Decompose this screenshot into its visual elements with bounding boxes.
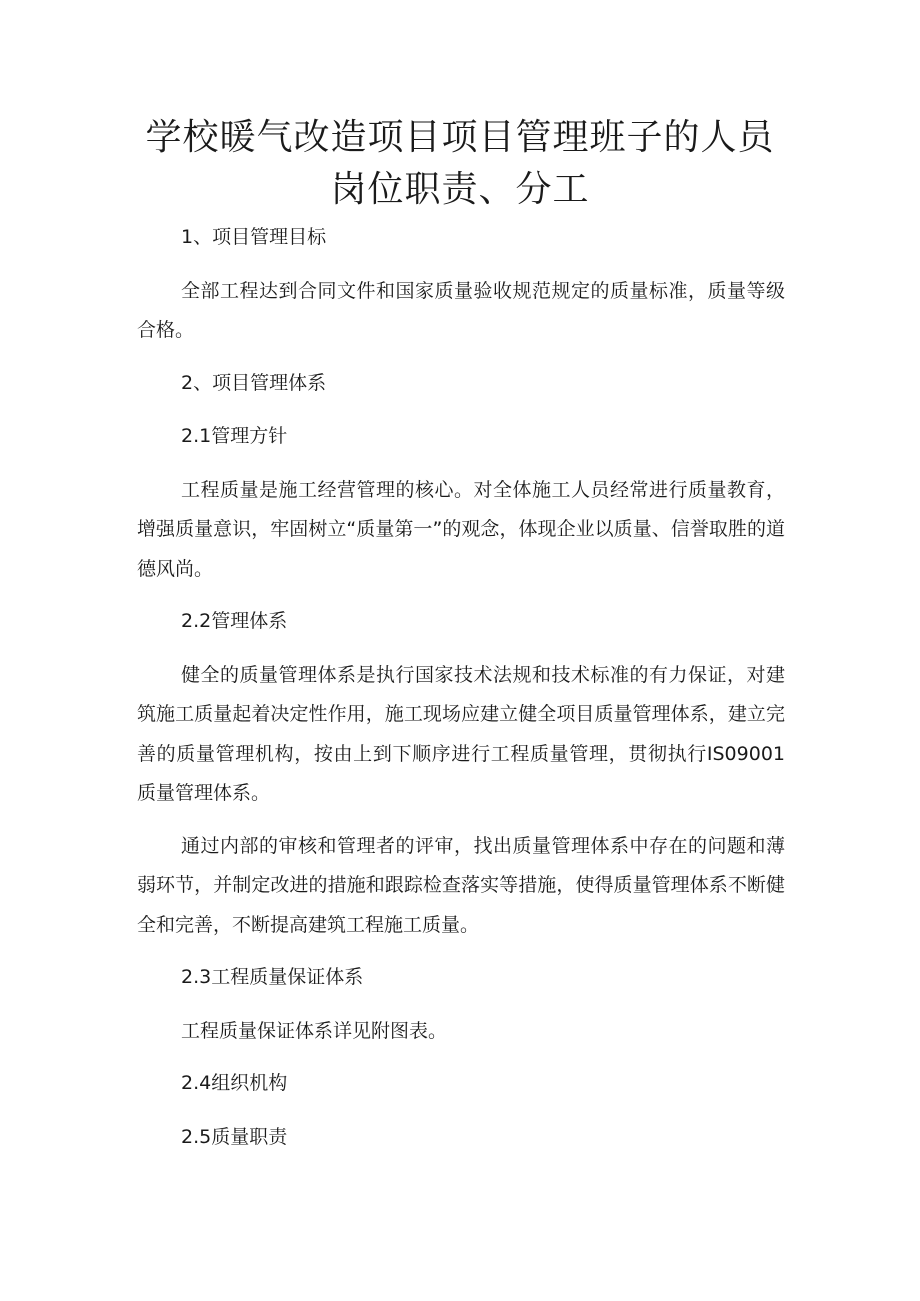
body-paragraph: 工程质量是施工经营管理的核心。对全体施工人员经常进行质量教育，增强质量意识，牢固树立“质量第一”的观念，体现企业以质量、信誉取胜的道德风尚。 bbox=[137, 478, 785, 580]
body-paragraph: 全部工程达到合同文件和国家质量验收规范规定的质量标准，质量等级合格。 bbox=[137, 279, 785, 341]
body-paragraph: 通过内部的审核和管理者的评审，找出质量管理体系中存在的问题和薄弱环节，并制定改进的措施和跟踪检查落实等措施，使得质量管理体系不断健全和完善，不断提高建筑工程施工质量。 bbox=[137, 834, 785, 936]
section-heading: 1、项目管理目标 bbox=[181, 226, 327, 248]
section-heading: 2.5质量职责 bbox=[181, 1125, 288, 1148]
section-heading: 2.2管理体系 bbox=[181, 610, 288, 632]
body-paragraph: 工程质量保证体系详见附图表。 bbox=[181, 1019, 448, 1042]
section-heading: 2.1管理方针 bbox=[181, 425, 288, 447]
section-heading: 2、项目管理体系 bbox=[181, 371, 327, 394]
body-paragraph: 健全的质量管理体系是执行国家技术法规和技术标准的有力保证，对建筑施工质量起着决定性作用，施工现场应建立健全项目质量管理体系，建立完善的质量管理机构，按由上到下顺序进行工程质量管理，贯彻执行IS09001质量管理体系。 bbox=[137, 663, 785, 804]
section-heading: 2.3工程质量保证体系 bbox=[181, 966, 364, 988]
document-title: 学校暖气改造项目项目管理班子的人员岗位职责、分工 bbox=[145, 117, 775, 210]
document-body bbox=[137, 218, 785, 1171]
section-heading: 2.4组织机构 bbox=[181, 1072, 288, 1094]
